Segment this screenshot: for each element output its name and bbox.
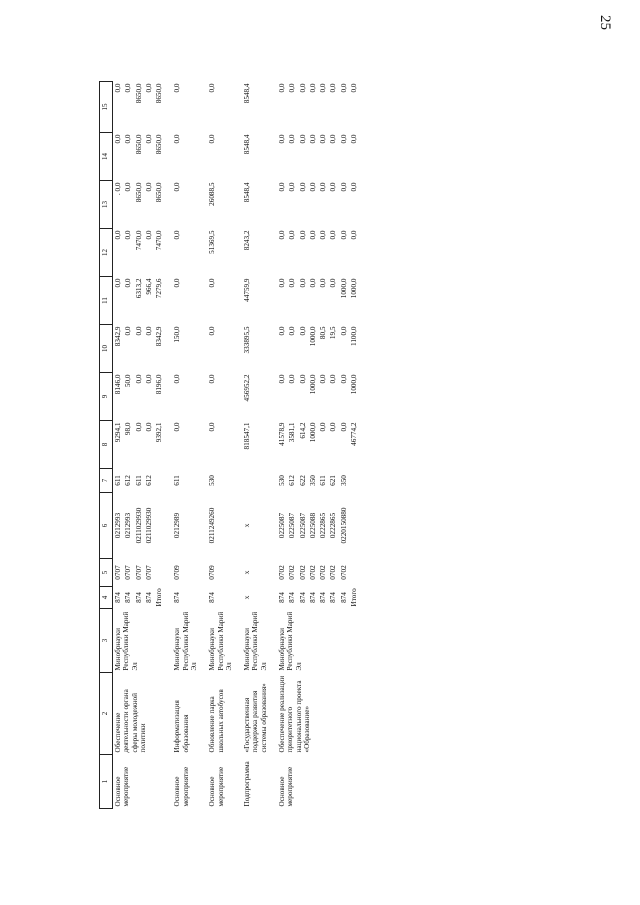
section-responsible: Минобрнауки Республики Марий Эл xyxy=(173,611,198,671)
table-cell: 8548,4 xyxy=(243,134,252,155)
table-cell: 0225087 xyxy=(298,512,307,539)
table-cell: 350 xyxy=(339,475,348,486)
table-cell: 611 xyxy=(173,475,182,486)
table-cell: 0,0 xyxy=(298,374,307,384)
table-cell: 0,0 xyxy=(288,374,297,384)
table-cell: 0,0 xyxy=(339,83,348,93)
table-cell: 0,0 xyxy=(114,134,122,144)
table-cell: x xyxy=(243,595,252,600)
table-cell: 0,0 xyxy=(277,83,286,93)
table-cell: 98,0 xyxy=(124,422,133,436)
table-cell: 874 xyxy=(124,592,133,603)
table-cell xyxy=(349,493,359,559)
table-cell xyxy=(242,469,269,493)
table-cell: 0,0 xyxy=(144,230,153,240)
table-cell: 874 xyxy=(298,592,307,603)
table-cell: 456952,2 xyxy=(243,374,252,402)
table-cell: 612 xyxy=(288,475,297,486)
table-cell: 0,0 xyxy=(208,134,217,144)
table-cell: 9294,1 xyxy=(114,422,122,443)
table-cell: 0,0 xyxy=(173,230,182,240)
total-label: Итого xyxy=(349,588,358,607)
table-cell: 0,0 xyxy=(134,326,143,336)
section-spacer xyxy=(164,82,172,809)
table-cell: 350 xyxy=(308,475,317,486)
table-cell: 874 xyxy=(329,592,338,603)
table-cell xyxy=(349,469,359,493)
column-header-12: 12 xyxy=(100,229,113,277)
table-cell: 621 xyxy=(329,475,338,486)
column-header-11: 11 xyxy=(100,277,113,325)
table-cell: 0702 xyxy=(319,565,328,580)
table-cell: 0,0 xyxy=(277,134,286,144)
total-value: 1000,0 xyxy=(349,278,358,299)
table-cell: 0212993 xyxy=(114,512,122,539)
table-row xyxy=(277,82,287,809)
table-cell: 0,0 xyxy=(298,278,307,288)
table-cell: 0707 xyxy=(114,565,122,580)
section-responsible: Минобрнауки Республики Марий Эл xyxy=(243,611,268,671)
table-cell: 8342,9 xyxy=(114,326,122,347)
table-cell: 0,0 xyxy=(277,326,286,336)
total-label: Итого xyxy=(155,588,164,607)
table-cell: 8548,4 xyxy=(243,182,252,203)
table-cell: 0,0 xyxy=(308,182,317,192)
column-header-7: 7 xyxy=(100,469,113,493)
table-cell: 874 xyxy=(114,592,122,603)
table-cell: 0,0 xyxy=(124,278,133,288)
table-cell: 614,2 xyxy=(298,422,307,439)
total-value: 0,0 xyxy=(349,83,358,93)
table-cell: 0,0 xyxy=(339,326,348,336)
column-header-13: 13 xyxy=(100,181,113,229)
table-cell: 0,0 xyxy=(208,83,217,93)
spacer-cell xyxy=(234,82,242,809)
table-cell: 0,0 xyxy=(329,134,338,144)
table-cell: 41578,9 xyxy=(277,422,286,446)
table-cell: 0,0 xyxy=(298,326,307,336)
table-cell: 0,0 xyxy=(339,182,348,192)
table-cell: 51369,5 xyxy=(208,230,217,254)
table-cell: 0220150880 xyxy=(339,507,348,544)
table-cell: 0702 xyxy=(329,565,338,580)
table-cell: 0,0 xyxy=(124,83,133,93)
table-cell: 611 xyxy=(319,475,328,486)
table-row xyxy=(172,82,199,809)
section-type: Основное мероприятие xyxy=(277,766,295,807)
section-name: «Государственная поддержка развития системы образования» xyxy=(243,683,268,753)
table-cell: 0222865 xyxy=(319,512,328,539)
table-cell: 0,0 xyxy=(308,230,317,240)
table-cell: 0,0 xyxy=(208,422,217,432)
total-value: 7279,6 xyxy=(155,278,164,299)
table-cell: 0,0 xyxy=(329,230,338,240)
table-cell: 0,0 xyxy=(308,83,317,93)
section-type: Основное мероприятие xyxy=(173,766,190,807)
table-cell: 0,0 xyxy=(277,230,286,240)
table-row xyxy=(113,82,124,809)
spacer-cell xyxy=(269,82,277,809)
table-cell: 333895,5 xyxy=(243,326,252,354)
table-cell: 0,0 xyxy=(339,374,348,384)
table-cell: 0225087 xyxy=(277,512,286,539)
table-cell: 0709 xyxy=(208,565,217,580)
section-name: Обеспечение реализации приоритетного национального проекта «Образование» xyxy=(277,675,311,753)
table-cell: 966,4 xyxy=(144,278,153,295)
table-cell: 0702 xyxy=(308,565,317,580)
table-cell: 0,0 xyxy=(144,422,153,432)
section-type: Основное мероприятие xyxy=(114,766,131,807)
table-cell: 0212993 xyxy=(124,512,133,539)
table-cell: 874 xyxy=(173,592,182,603)
table-cell: 0,0 xyxy=(319,278,328,288)
table-cell: 0,0 xyxy=(329,182,338,192)
table-cell: 6313,2 xyxy=(134,278,143,299)
table-cell: 0,0 xyxy=(308,134,317,144)
table-cell: 0707 xyxy=(124,565,133,580)
table-cell: 0,0 xyxy=(319,374,328,384)
table-cell: 0,0 xyxy=(319,83,328,93)
table-cell: 0,0 xyxy=(329,278,338,288)
table-cell: 0,0 xyxy=(329,83,338,93)
table-cell: 26088,5 xyxy=(208,182,217,206)
table-row xyxy=(242,82,269,809)
table-cell: 0,0 xyxy=(144,83,153,93)
table-cell: 0,0 xyxy=(288,230,297,240)
table-cell: 0,0 xyxy=(339,134,348,144)
table-cell: 50,0 xyxy=(124,374,133,388)
table-cell: 0,0 xyxy=(329,374,338,384)
table-cell: 0,0 xyxy=(329,422,338,432)
column-header-14: 14 xyxy=(100,133,113,181)
table-header xyxy=(100,82,113,809)
table-cell: 0,0 xyxy=(173,422,182,432)
table-cell: 0,0 xyxy=(319,182,328,192)
table-cell: 0211249260 xyxy=(208,507,217,544)
table-cell: 0,0 xyxy=(339,230,348,240)
table-cell: 611 xyxy=(114,475,122,486)
table-cell: 622 xyxy=(298,475,307,486)
table-cell: 0,0 xyxy=(298,182,307,192)
table-cell: 80,5 xyxy=(319,326,328,340)
spacer-cell xyxy=(359,82,367,809)
table-cell: 0225087 xyxy=(288,512,297,539)
section-spacer xyxy=(359,82,367,809)
table-cell: 612 xyxy=(124,475,133,486)
total-value: 8196,0 xyxy=(155,374,164,395)
total-value: 0,0 xyxy=(349,230,358,240)
column-header-6: 6 xyxy=(100,493,113,559)
table-cell: 874 xyxy=(339,592,348,603)
table-cell: 612 xyxy=(144,475,153,486)
table-cell: 0,0 xyxy=(208,374,217,384)
section-spacer xyxy=(234,82,242,809)
table-cell: 0,0 xyxy=(319,422,328,432)
table-cell: 874 xyxy=(134,592,143,603)
table-cell: 0,0 xyxy=(144,134,153,144)
section-name: Информатизация образования xyxy=(173,700,190,753)
table-cell: x xyxy=(243,523,252,528)
total-value: 1000,0 xyxy=(349,374,358,395)
table-cell: 0702 xyxy=(339,565,348,580)
table-cell: 0,0 xyxy=(144,182,153,192)
table-cell: 1000,0 xyxy=(308,374,317,395)
rotated-table-frame xyxy=(99,83,554,809)
table-cell: 0,0 xyxy=(288,83,297,93)
table-cell: 0702 xyxy=(277,565,286,580)
column-header-10: 10 xyxy=(100,325,113,373)
total-value: 8650,0 xyxy=(155,182,164,203)
table-cell: 0709 xyxy=(173,565,182,580)
table-cell: 0,0 xyxy=(173,83,182,93)
column-header-1: 1 xyxy=(100,755,113,809)
table-cell: 0211029930 xyxy=(144,507,153,544)
table-cell: 0,0 xyxy=(134,422,143,432)
table-cell: 0,0 xyxy=(134,374,143,384)
total-value: 8342,9 xyxy=(155,326,164,347)
table-cell: 19,5 xyxy=(329,326,338,340)
column-header-2: 2 xyxy=(100,673,113,755)
section-type: Подпрограмма xyxy=(243,761,252,807)
total-value: 8650,0 xyxy=(155,83,164,104)
table-cell: 0,0 xyxy=(319,230,328,240)
table-cell: 0,0 xyxy=(173,134,182,144)
table-cell: . 0,0 xyxy=(114,182,122,196)
table-cell: 0,0 xyxy=(114,278,122,288)
table-cell: 8548,4 xyxy=(243,83,252,104)
table-cell: 0,0 xyxy=(208,326,217,336)
table-cell: 44759,9 xyxy=(243,278,252,302)
column-header-9: 9 xyxy=(100,373,113,421)
table-cell: 0,0 xyxy=(288,182,297,192)
column-header-3: 3 xyxy=(100,609,113,673)
table-cell: 150,0 xyxy=(173,326,182,343)
table-cell: 0,0 xyxy=(277,374,286,384)
table-cell xyxy=(154,559,164,587)
table-cell: 874 xyxy=(319,592,328,603)
total-value: 0,0 xyxy=(349,182,358,192)
table-row xyxy=(207,82,234,809)
table-cell: 0,0 xyxy=(298,230,307,240)
table-cell: 530 xyxy=(277,475,286,486)
table-cell xyxy=(349,559,359,587)
table-cell: 530 xyxy=(208,475,217,486)
table-cell: 0,0 xyxy=(173,182,182,192)
table-cell: 8146,0 xyxy=(114,374,122,395)
table-cell: 0,0 xyxy=(288,326,297,336)
table-cell: 0,0 xyxy=(114,230,122,240)
table-cell: 3581,1 xyxy=(288,422,297,443)
table-cell: 0,0 xyxy=(144,374,153,384)
table-cell xyxy=(154,493,164,559)
table-cell: 0,0 xyxy=(124,134,133,144)
table-cell: 874 xyxy=(308,592,317,603)
table-cell: 818547,1 xyxy=(243,422,252,450)
table-cell: 0,0 xyxy=(124,230,133,240)
table-cell: 0211029930 xyxy=(134,507,143,544)
table-cell: 0707 xyxy=(144,565,153,580)
table-cell: 8650,0 xyxy=(134,182,143,203)
section-name: Обеспечение деятельности органа сферы молодежной политики xyxy=(114,689,147,753)
table-cell: 0,0 xyxy=(173,374,182,384)
table-cell: 7470,0 xyxy=(134,230,143,251)
section-responsible: Минобрнауки Республики Марий Эл xyxy=(208,611,233,671)
table-cell: 0,0 xyxy=(308,278,317,288)
table-cell: 0,0 xyxy=(173,278,182,288)
table-cell: x xyxy=(243,570,252,575)
table-cell: 0212989 xyxy=(173,512,182,539)
section-spacer xyxy=(269,82,277,809)
table-cell: 0,0 xyxy=(319,134,328,144)
table-cell: 874 xyxy=(288,592,297,603)
table-cell: 1000,0 xyxy=(308,326,317,347)
table-cell: 0,0 xyxy=(144,326,153,336)
table-cell: 0,0 xyxy=(298,134,307,144)
total-value: 9392,1 xyxy=(155,422,164,443)
table-cell: 8650,0 xyxy=(134,83,143,104)
table-cell: 0702 xyxy=(288,565,297,580)
table-cell: 0,0 xyxy=(277,182,286,192)
table-cell: 874 xyxy=(277,592,286,603)
table-cell: 0,0 xyxy=(208,278,217,288)
spacer-cell xyxy=(164,82,172,809)
table-cell: 611 xyxy=(134,475,143,486)
section-responsible: Минобрнауки Республики Марий Эл xyxy=(114,611,139,671)
table-cell: 0225088 xyxy=(308,512,317,539)
section-type: Основное мероприятие xyxy=(208,766,225,807)
table-cell: 0,0 xyxy=(277,278,286,288)
budget-table xyxy=(99,81,367,809)
total-value: 8650,0 xyxy=(155,134,164,155)
table-cell: 0707 xyxy=(134,565,143,580)
table-cell: 8243,2 xyxy=(243,230,252,251)
column-header-4: 4 xyxy=(100,587,113,609)
table-body xyxy=(113,82,368,809)
section-name: Обновление парка школьных автобусов xyxy=(208,689,225,753)
table-cell: 0,0 xyxy=(298,83,307,93)
section-spacer xyxy=(199,82,207,809)
column-header-5: 5 xyxy=(100,559,113,587)
table-cell: 1000,0 xyxy=(339,278,348,299)
spacer-cell xyxy=(199,82,207,809)
total-value: 1100,0 xyxy=(349,326,358,346)
table-cell: 874 xyxy=(208,592,217,603)
table-cell: 0,0 xyxy=(339,422,348,432)
table-cell: 0,0 xyxy=(114,83,122,93)
total-value: 46774,2 xyxy=(349,422,358,446)
table-cell: 0,0 xyxy=(288,278,297,288)
table-cell: 0,0 xyxy=(124,326,133,336)
page-number: 25 xyxy=(597,15,613,30)
table-cell xyxy=(154,469,164,493)
table-cell: 0,0 xyxy=(124,182,133,192)
table-cell: 874 xyxy=(144,592,153,603)
table-cell: 8650,0 xyxy=(134,134,143,155)
table-cell: 0702 xyxy=(298,565,307,580)
table-cell: 0,0 xyxy=(288,134,297,144)
table-cell: 1000,0 xyxy=(308,422,317,443)
total-value: 0,0 xyxy=(349,134,358,144)
section-responsible: Минобрнауки Республики Марий Эл xyxy=(277,611,303,671)
total-value: 7470,0 xyxy=(155,230,164,251)
table-cell: 0222865 xyxy=(329,512,338,539)
column-header-15: 15 xyxy=(100,82,113,133)
column-header-8: 8 xyxy=(100,421,113,469)
